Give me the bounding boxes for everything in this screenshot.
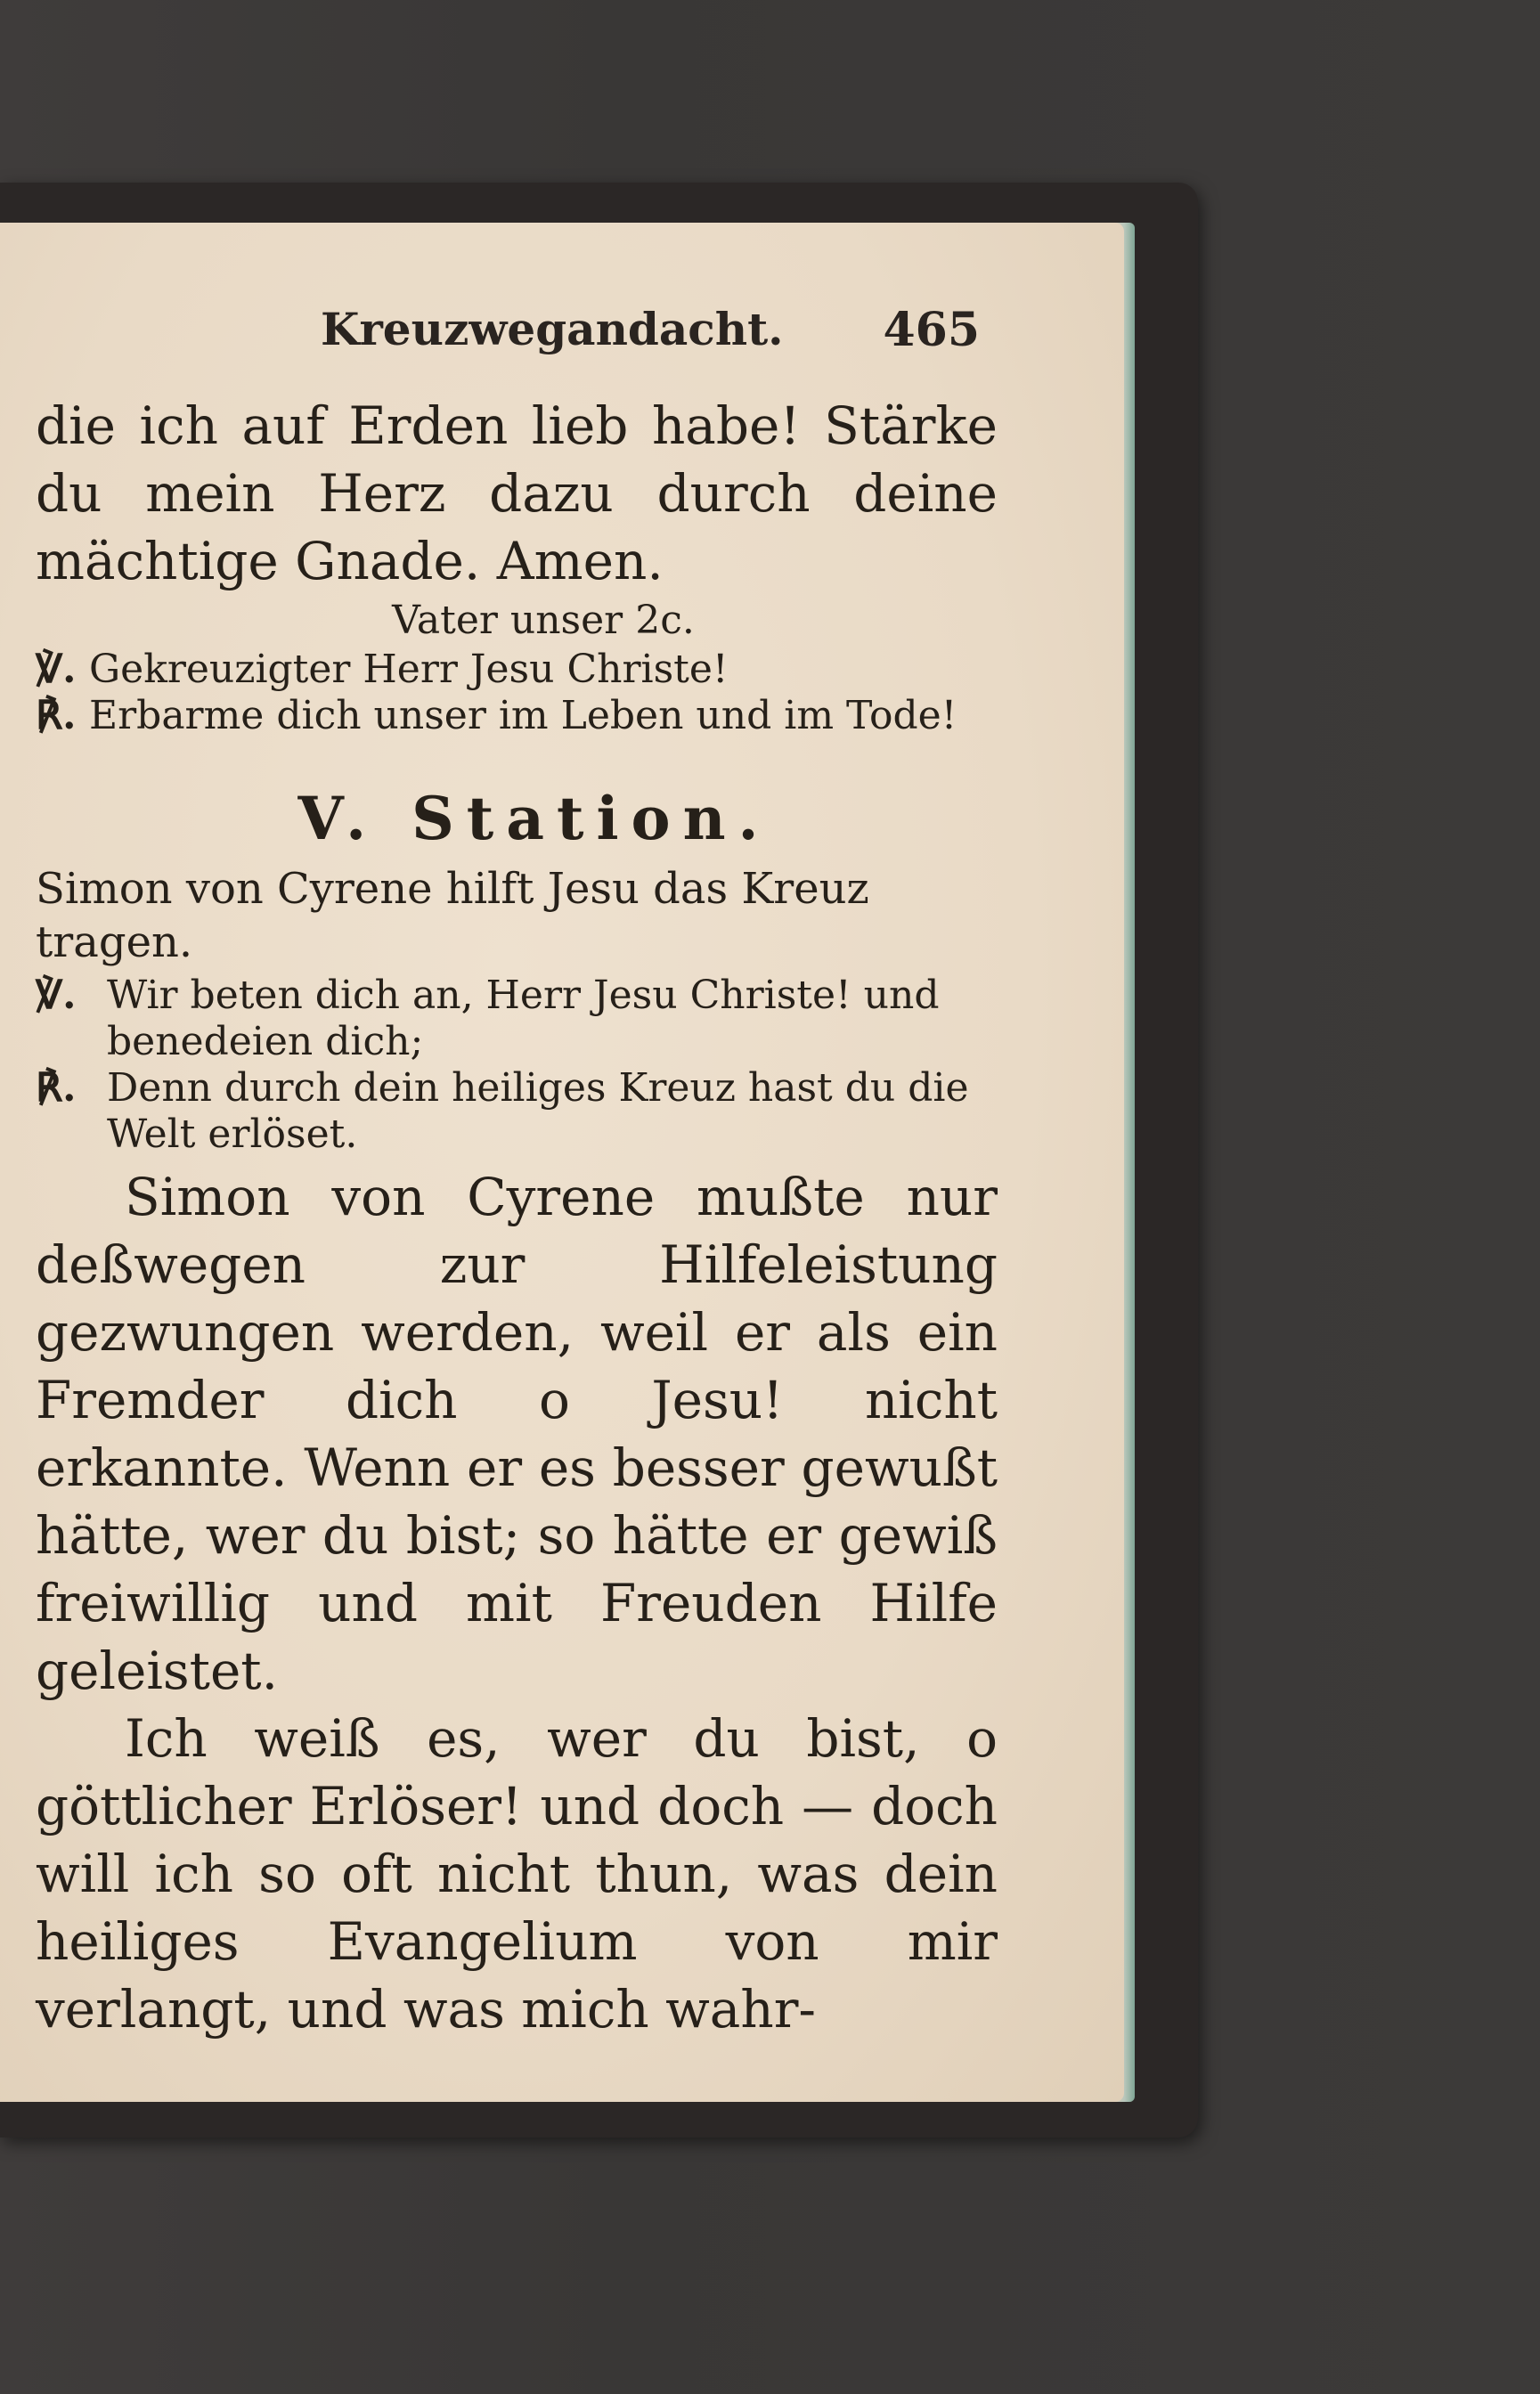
versicle-text: Gekreuzigter Herr Jesu Christe!	[89, 647, 729, 692]
response-symbol: ℟.	[36, 693, 77, 738]
running-title: Kreuzwegandacht.	[321, 303, 784, 355]
station-versicle-text: Wir beten dich an, Herr Jesu Christe! und benedeien dich;	[107, 973, 940, 1064]
station-versicle-symbol: ℣.	[36, 973, 77, 1018]
response-text: Erbarme dich unser im Leben und im Tode!	[89, 693, 957, 738]
station-versicle	[36, 973, 998, 1065]
versicle-symbol: ℣.	[36, 647, 77, 692]
page-text	[36, 392, 998, 2043]
station-response-text: Denn durch dein heiliges Kreuz hast du die Welt erlöset.	[107, 1065, 969, 1157]
station-response	[36, 1065, 998, 1158]
vater-unser: Vater unser 2c.	[392, 598, 695, 643]
response	[36, 693, 998, 739]
page-header	[321, 303, 980, 374]
station-response-symbol: ℟.	[36, 1065, 77, 1111]
page-number: 465	[883, 303, 980, 357]
station-subtitle: Simon von Cyrene hilft Jesu das Kreuz tragen.	[36, 864, 869, 967]
paragraph-1: Simon von Cyrene mußte nur deßwegen zur Hilfeleistung gezwungen werden, weil er als ein Fremder dich o Jesu! nicht erkannte. Wenn er es besser gewußt hätte, wer du bist; so hätte er gewiß freiwillig und mit Freuden Hilfe geleistet.	[36, 1167, 998, 1701]
versicle	[36, 647, 998, 693]
paragraph-2: Ich weiß es, wer du bist, o göttlicher Erlöser! und doch — doch will ich so oft nicht thun, was dein heiliges Evangelium von mir verlangt, und was mich wahr-	[36, 1708, 998, 2040]
station-heading: V. Station.	[297, 784, 771, 853]
prayer-end: die ich auf Erden lieb habe! Stärke du mein Herz dazu durch deine mächtige Gnade. Amen.	[36, 395, 998, 591]
